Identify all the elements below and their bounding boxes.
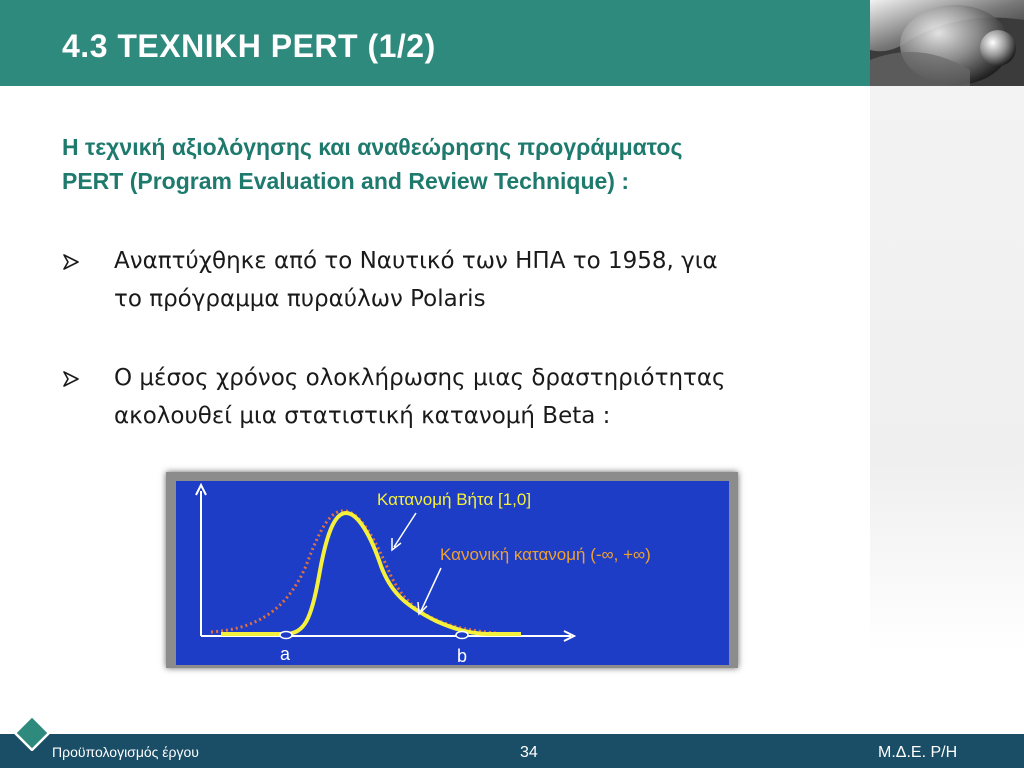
distribution-figure	[176, 481, 729, 665]
bullet-item	[62, 359, 862, 435]
bullet-text-line-1: Ο μέσος χρόνος ολοκλήρωσης μιας δραστηριότητας	[114, 365, 726, 391]
normal-label: Κανονική κατανομή (-∞, +∞)	[440, 545, 651, 564]
bullet-text-line-2: ακολουθεί μια στατιστική κατανομή Beta :	[114, 403, 611, 429]
diamond-logo-icon	[14, 715, 50, 751]
heading	[62, 130, 852, 198]
b-marker	[456, 632, 468, 639]
heading-line-2: PERT (Program Evaluation and Review Technique) :	[62, 168, 630, 194]
heading-line-1: Η τεχνική αξιολόγησης και αναθεώρησης προγράμματος	[62, 134, 683, 160]
a-marker	[280, 632, 292, 639]
footer-author: Μ.Δ.Ε. Ρ/Η	[878, 744, 958, 761]
normal-curve	[211, 511, 506, 634]
slide-title: 4.3 ΤΕΧΝΙΚΗ PERT (1/2)	[62, 28, 436, 64]
footer-course-title: Προϋπολογισμός έργου	[52, 744, 199, 760]
arrow-bullet-icon	[62, 370, 80, 388]
beta-curve	[221, 513, 521, 634]
arrow-bullet-icon	[62, 253, 80, 271]
decorative-header-image	[870, 0, 1024, 86]
beta-pointer	[394, 513, 416, 547]
bullet-item	[62, 242, 862, 318]
footer-page-number: 34	[520, 744, 538, 761]
a-label: a	[280, 644, 291, 664]
right-side-panel	[870, 0, 1024, 768]
normal-pointer	[421, 568, 441, 611]
b-label: b	[457, 646, 468, 665]
beta-label: Κατανομή Βήτα [1,0]	[377, 490, 532, 509]
bullet-text-line-1: Αναπτύχθηκε από το Ναυτικό των ΗΠΑ το 1958, για	[114, 248, 718, 274]
bullet-text-line-2: το πρόγραμμα πυραύλων Polaris	[114, 286, 486, 312]
